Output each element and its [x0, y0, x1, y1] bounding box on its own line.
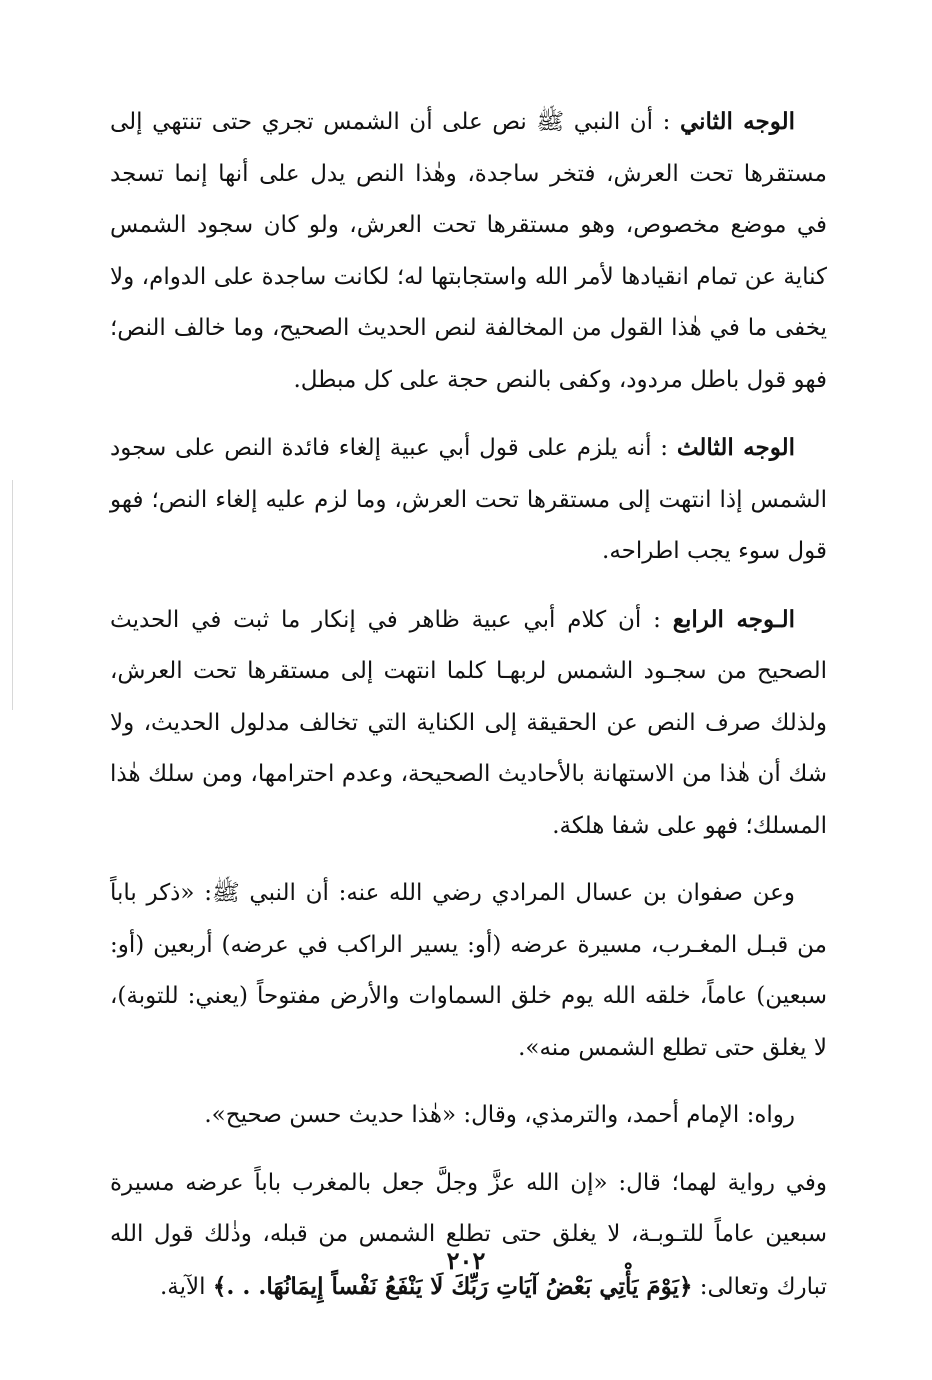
- page-number: ٢٠٢: [446, 1246, 486, 1275]
- paragraph-text: : أنه يلزم على قول أبي عبية إلغاء فائدة النص على سجود الشمس إذا انتهت إلى مستقرها تحت العرش، وما لزم عليه إلغاء النص؛ فهو قول سوء يجب اطراحه.: [110, 435, 827, 564]
- paragraph-hadith-safwan: [110, 868, 827, 1074]
- paragraph-text: رواه: الإمام أحمد، والترمذي، وقال: «هٰذا حديث حسن صحيح».: [204, 1102, 795, 1128]
- paragraph-second-aspect: [110, 96, 827, 406]
- paragraph-lead: الوجه الثالث: [676, 434, 796, 461]
- paragraph-fourth-aspect: [110, 594, 827, 853]
- paragraph-text: وعن صفوان بن عسال المرادي رضي الله عنه: أن النبي ﷺ: «ذكر باباً من قبـل المغـرب، مسيرة عرضه (أو: يسير الراكب في عرضه) أربعين (أو: سبعين) عاماً، خلقه الله يوم خلق السماوات والأرض مفتوحاً (يعني: للتوبة)، لا يغلق حتى تطلع الشمس منه».: [110, 880, 827, 1061]
- scan-margin-line: [12, 480, 13, 710]
- paragraph-narration-source: [110, 1090, 827, 1142]
- paragraph-tail: الآية.: [159, 1273, 206, 1300]
- paragraph-text: : أن النبي ﷺ نص على أن الشمس تجري حتى تنتهي إلى مستقرها تحت العرش، فتخر ساجدة، وهٰذا النص يدل على أنها إنما تسجد في موضع مخصوص، وهو مستقرها تحت العرش، ولو كان سجود الشمس كناية عن تمام انقيادها لأمر الله واستجابتها له؛ لكانت ساجدة على الدوام، ولا يخفى ما في هٰذا القول من المخالفة لنص الحديث الصحيح، وما خالف النص؛ فهو قول باطل مردود، وكفى بالنص حجة على كل مبطل.: [110, 109, 827, 393]
- paragraph-text: : أن كلام أبي عبية ظاهر في إنكار ما ثبت في الحديث الصحيح من سجـود الشمس لربهـا كلما انتهت إلى مستقرها تحت العرش، ولذلك صرف النص عن الحقيقة إلى الكناية التي تخالف مدلول الحديث، ولا شك أن هٰذا من الاستهانة بالأحاديث الصحيحة، وعدم احترامها، ومن سلك هٰذا المسلك؛ فهو على شفا هلكة.: [110, 606, 827, 839]
- paragraph-lead: الوجه الثاني: [679, 108, 795, 135]
- paragraph-another-narration: [110, 1158, 827, 1314]
- paragraph-lead: الـوجه الرابع: [672, 605, 796, 633]
- paragraph-third-aspect: [110, 422, 827, 578]
- paragraph-text: وفي رواية لهما؛ قال: «إن الله عزَّ وجلَّ جعل بالمغرب باباً عرضه مسيرة سبعين عاماً للتـوبـة، لا يغلق حتى تطلع الشمس من قبله، وذٰلك قول الله تبارك وتعالى:: [110, 1169, 827, 1300]
- quran-verse: ﴿يَوْمَ يَأْتِي بَعْضُ آيَاتِ رَبِّكَ لَا يَنْفَعُ نَفْساً إِيمَانُهَا. . .﴾: [212, 1272, 693, 1300]
